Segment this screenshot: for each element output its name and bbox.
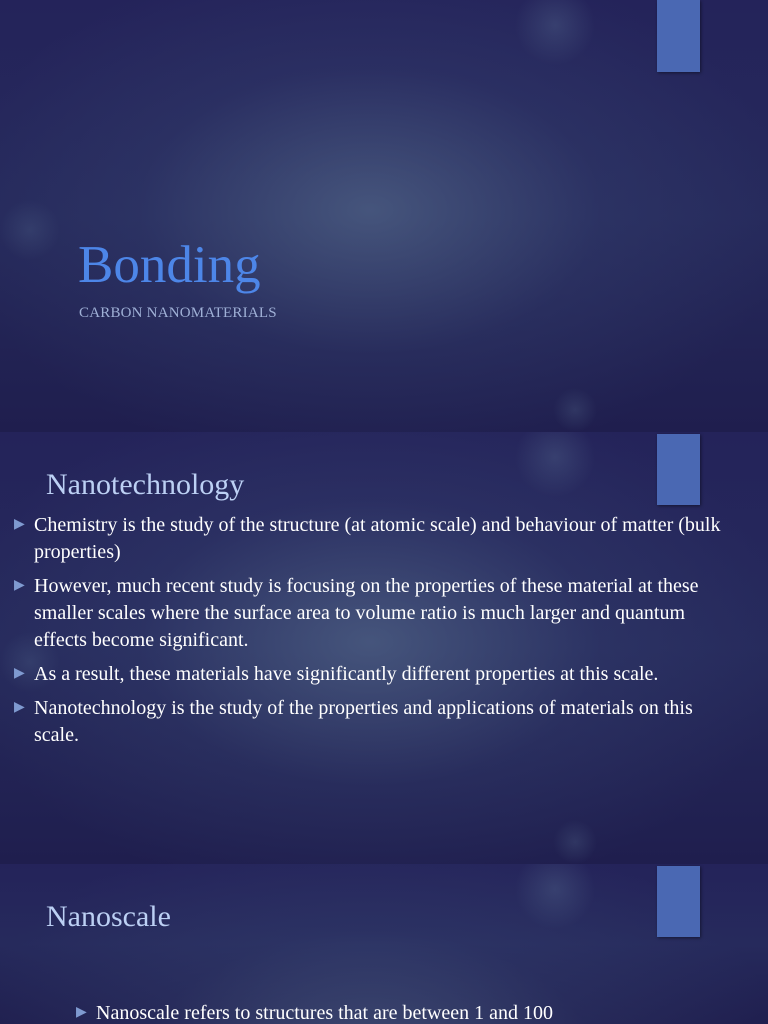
slide-nanotechnology[interactable]	[0, 432, 768, 864]
triangle-right-icon: ▶	[14, 666, 25, 681]
triangle-right-icon: ▶	[14, 700, 25, 715]
accent-bar	[657, 0, 700, 72]
triangle-right-icon: ▶	[76, 1005, 87, 1020]
slide-subtitle: CARBON NANOMATERIALS	[79, 305, 277, 321]
slide-title[interactable]	[0, 0, 768, 432]
slide-nanoscale[interactable]	[0, 864, 768, 1024]
bullet-text: Nanoscale refers to structures that are between 1 and 100	[96, 1002, 554, 1024]
bullet-item	[14, 573, 740, 654]
bullet-item	[14, 512, 740, 566]
bullet-text: However, much recent study is focusing on the properties of these material at these smaller scales where the surface area to volume ratio is much larger and quantum effects become significant.	[34, 575, 699, 651]
triangle-right-icon: ▶	[14, 578, 25, 593]
slide-title-heading: Bonding	[78, 236, 261, 294]
bullet-item	[14, 661, 740, 688]
triangle-right-icon: ▶	[14, 517, 25, 532]
bullet-list	[14, 512, 740, 756]
bullet-item	[14, 695, 740, 749]
bullet-list	[76, 1000, 756, 1024]
bullet-text: As a result, these materials have significantly different properties at this scale.	[34, 663, 659, 685]
bullet-text: Nanotechnology is the study of the properties and applications of materials on this scale.	[34, 697, 693, 746]
slide-heading: Nanoscale	[46, 900, 171, 933]
accent-bar	[657, 866, 700, 937]
slide-heading: Nanotechnology	[46, 468, 245, 501]
bullet-item	[76, 1000, 756, 1024]
accent-bar	[657, 434, 700, 505]
bullet-text: Chemistry is the study of the structure (at atomic scale) and behaviour of matter (bulk properties)	[34, 514, 721, 563]
